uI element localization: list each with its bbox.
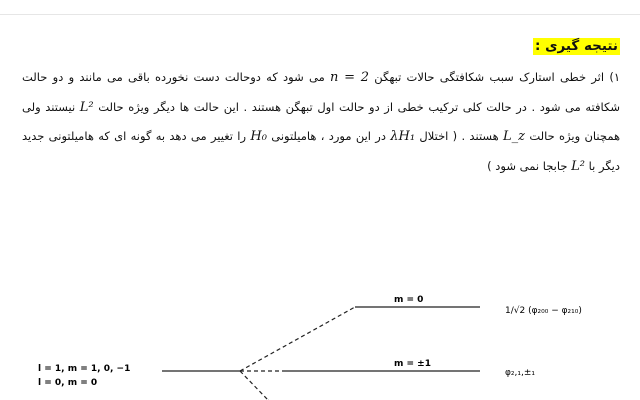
label-m-zero: m = 0 [394, 295, 424, 305]
math-h0: H₀ [250, 129, 267, 144]
text-segment: ۱) اثر خطی استارک سبب شکافتگی حالات تبهگن [374, 70, 620, 84]
text-segment: می شود که دوحالت دست نخورده باقی می مانند و دو حالت شکافته می شود . در حالت کلی ترکیب خطی از دو حالت اول تبهگن هستند . این حالت ها دیگر ویژه حالت [22, 70, 621, 114]
connector-upper [240, 307, 355, 371]
text-segment: نیستند ولی همچنان ویژه حالت [22, 99, 621, 143]
connector-lower [240, 371, 268, 400]
math-n-equals-2: n = 2 [329, 70, 369, 85]
text-segment: هستند . ( اختلال [419, 129, 499, 143]
state-top-formula: 1/√2 (φ₂₀₀ − φ₂₁₀) [505, 306, 582, 316]
math-lz: L_z [503, 129, 526, 144]
left-label-l1: l = 1, m = 1, 0, −1 [38, 364, 131, 374]
conclusion-paragraph [22, 63, 620, 181]
text-segment: را تغییر می دهد به گونه ای که هامیلتونی جدید دیگر با [22, 129, 620, 173]
stark-splitting-diagram [0, 285, 640, 400]
top-divider [0, 14, 640, 15]
section-heading: نتیجه گیری : [535, 38, 618, 54]
math-l-squared: L² [571, 158, 585, 174]
left-label-l0: l = 0, m = 0 [38, 378, 98, 388]
text-segment: جابجا نمی شود ) [487, 158, 568, 173]
label-m-pm1: m = ±1 [394, 359, 431, 369]
math-lambda-h1: λH₁ [390, 129, 416, 144]
state-mid-formula: φ₂,₁,±₁ [505, 368, 536, 378]
math-l-squared: L² [79, 99, 94, 115]
text-segment: در این مورد ، هامیلتونی [271, 129, 386, 143]
